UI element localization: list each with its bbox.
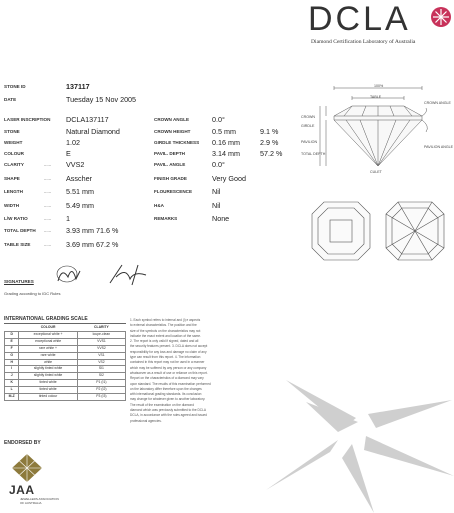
left-field-dots: ...... — [44, 176, 51, 181]
right-field-percent: 9.1 % — [260, 127, 279, 136]
grade-letter: I — [5, 366, 19, 373]
left-field-value: E — [66, 149, 71, 158]
asscher-top-views — [310, 200, 446, 262]
left-field-value: 5.49 mm — [66, 201, 94, 210]
left-field-dots: ...... — [44, 242, 51, 247]
right-field-value: Nil — [212, 201, 221, 210]
left-field-value: DCLA137117 — [66, 115, 109, 124]
endorsed-by-label: ENDORSED BY — [4, 440, 41, 446]
left-field-value: 1 — [66, 214, 70, 223]
left-field-dots: ...... — [44, 203, 51, 208]
date-value: Tuesday 15 Nov 2005 — [66, 95, 137, 104]
right-field-value: 0.0° — [212, 115, 225, 124]
left-field-label: TABLE SIZE — [4, 242, 31, 247]
left-field-label: CLARITY — [4, 162, 24, 167]
diagram-girdle-label: GIRDLE — [301, 124, 315, 128]
signatures-label: SIGNATURES — [4, 279, 34, 284]
terms-line: to external characteristics. The position and the — [130, 323, 197, 328]
grade-letter: L — [5, 387, 19, 394]
right-field-label: CROWN ANGLE — [154, 117, 190, 122]
grade-colour: slightly tinted white — [19, 373, 77, 380]
left-field-value: 5.51 mm — [66, 187, 94, 196]
left-field-value: 1.02 — [66, 138, 80, 147]
terms-line: DCLA, in accordance with the rules agreed and issued — [130, 413, 207, 418]
right-field-percent: 2.9 % — [260, 138, 279, 147]
grading-note: Grading according to IDC Rules — [4, 291, 61, 296]
right-field-value: Nil — [212, 187, 221, 196]
brand-logo: DCLA — [308, 0, 411, 38]
left-field-label: WEIGHT — [4, 140, 23, 145]
right-field-label: REMARKS — [154, 216, 178, 221]
diagram-crown-label: CROWN — [301, 115, 315, 119]
terms-line: Report on the characteristics of a diamond may vary — [130, 376, 204, 381]
grade-letter: J — [5, 373, 19, 380]
grade-colour: tinted white — [19, 387, 77, 394]
brand-tagline: Diamond Certification Laboratory of Australia — [311, 39, 416, 45]
grade-colour: slightly tinted white — [19, 366, 77, 373]
grade-letter: M-Z — [5, 394, 19, 401]
grade-clarity: VS2 — [77, 359, 125, 366]
left-field-dots: ...... — [44, 162, 51, 167]
grade-row — [5, 331, 126, 338]
right-field-label: FLOURESCENCE — [154, 189, 193, 194]
diagram-100pct-label: 100% — [374, 84, 384, 88]
terms-line: on the laboratory differ therefore upon the changes — [130, 386, 202, 391]
grade-letter: G — [5, 352, 19, 359]
grade-clarity: SI1 — [77, 366, 125, 373]
diagram-table-label: TABLE — [370, 95, 382, 99]
grade-col-colour: COLOUR — [40, 325, 56, 329]
grade-clarity: VVS1 — [77, 338, 125, 345]
grade-letter: H — [5, 359, 19, 366]
left-field-label: SHAPE — [4, 176, 20, 181]
right-field-value: Very Good — [212, 174, 246, 183]
right-field-label: H&A — [154, 203, 164, 208]
terms-line: diamond which was previously submitted to the DCLA — [130, 408, 207, 413]
terms-line: whatsoever as a result of use or reliance on this report. — [130, 370, 208, 375]
terms-line: upon standard. The results of this examination performed — [130, 381, 211, 386]
grade-row — [5, 366, 126, 373]
right-field-value: 3.14 mm — [212, 149, 240, 158]
terms-line: responsibility for any loss and damage no claim of any — [130, 349, 207, 354]
grade-colour: rare white + — [19, 345, 77, 352]
terms-line: professional agencies. — [130, 418, 162, 423]
grade-letter: F — [5, 345, 19, 352]
grade-colour: rare white — [19, 352, 77, 359]
jaa-diamond-icon — [12, 454, 42, 482]
grade-row — [5, 345, 126, 352]
grade-colour: tinted white — [19, 380, 77, 387]
terms-line: which may be suffered by any person or any company — [130, 365, 207, 370]
right-field-label: CROWN HEIGHT — [154, 129, 191, 134]
grading-scale-title: INTERNATIONAL GRADING SCALE — [4, 316, 126, 324]
grade-colour: exceptional white + — [19, 331, 77, 338]
terms-line: the security features present. 3. DCLA does not accept — [130, 344, 208, 349]
jaa-logo-text: JAA — [9, 483, 35, 497]
left-field-label: LENGTH — [4, 189, 23, 194]
diagram-pavilion-label: PAVILION — [301, 140, 318, 144]
grade-row — [5, 373, 126, 380]
terms-line: may change for whatever given to another laboratory. — [130, 397, 206, 402]
grade-clarity: VVS2 — [77, 345, 125, 352]
left-field-label: WIDTH — [4, 203, 20, 208]
grade-colour: tinted colour — [19, 394, 77, 401]
left-field-value: Asscher — [66, 174, 92, 183]
grade-clarity: loupe-clean — [77, 331, 125, 338]
grade-row — [5, 338, 126, 345]
right-field-percent: 57.2 % — [260, 149, 283, 158]
terms-line: The result of the examination on the diamond — [130, 402, 194, 407]
left-field-label: LASER INSCRIPTION — [4, 117, 51, 122]
right-field-label: PAVIL. ANGLE — [154, 162, 186, 167]
grade-row — [5, 380, 126, 387]
terms-line: with international grading standards. Its conclusion — [130, 392, 202, 397]
left-field-value: 3.93 mm 71.6 % — [66, 226, 119, 235]
grade-col-clarity: CLARITY — [94, 325, 109, 329]
left-field-label: L/W RATIO — [4, 216, 28, 221]
grade-row — [5, 359, 126, 366]
right-field-label: FINISH GRADE — [154, 176, 187, 181]
watermark-star — [226, 370, 454, 513]
grade-colour: exceptional white — [19, 338, 77, 345]
right-field-value: 0.0° — [212, 160, 225, 169]
left-field-value: Natural Diamond — [66, 127, 120, 136]
grade-letter: K — [5, 380, 19, 387]
terms-text — [130, 318, 238, 424]
diagram-culet-label: CULET — [370, 170, 382, 174]
date-label: DATE — [4, 97, 17, 102]
right-field-value: None — [212, 214, 230, 223]
grade-row — [5, 387, 126, 394]
grade-clarity: VS1 — [77, 352, 125, 359]
left-field-label: TOTAL DEPTH — [4, 228, 36, 233]
grade-clarity: P3 (I3) — [77, 394, 125, 401]
grade-clarity: SI2 — [77, 373, 125, 380]
grade-clarity: P1 (I1) — [77, 380, 125, 387]
right-field-label: GIRDLE THICKNESS — [154, 140, 200, 145]
grade-letter: D — [5, 331, 19, 338]
left-field-label: STONE — [4, 129, 20, 134]
left-field-dots: ...... — [44, 228, 51, 233]
terms-line: 1. Each symbol refers to internal and (i) e aspects — [130, 318, 201, 322]
grade-colour: white — [19, 359, 77, 366]
grade-row — [5, 394, 126, 401]
stone-id-label: STONE ID — [4, 84, 26, 89]
left-field-dots: ...... — [44, 216, 51, 221]
terms-line: 2. The report is only valid if signed, dated and all — [130, 339, 199, 344]
brand-star-icon — [430, 6, 452, 28]
left-field-label: COLOUR — [4, 151, 24, 156]
grade-clarity: P2 (I2) — [77, 387, 125, 394]
left-field-value: 3.69 mm 67.2 % — [66, 240, 119, 249]
diagram-total-depth-label: TOTAL DEPTH — [301, 152, 326, 156]
right-field-label: PAVIL. DEPTH — [154, 151, 185, 156]
terms-line: type can result from this report. 4. The information — [130, 355, 201, 360]
grade-letter: E — [5, 338, 19, 345]
terms-line: size of the symbols on the characteristics may not — [130, 328, 201, 333]
stone-id-value: 137117 — [66, 82, 90, 91]
left-field-value: VVS2 — [66, 160, 85, 169]
grade-row — [5, 352, 126, 359]
signature-marks — [56, 261, 160, 287]
diagram-pavilion-angle-label: PAVILION ANGLE — [424, 145, 454, 149]
right-field-value: 0.5 mm — [212, 127, 236, 136]
terms-line: indicate the exact extent and location of the same. — [130, 333, 201, 338]
grading-table — [4, 325, 126, 401]
right-field-value: 0.16 mm — [212, 138, 240, 147]
jaa-full-name: JEWELLERS ASSOCIATION OF AUSTRALIA — [20, 497, 59, 505]
left-field-dots: ...... — [44, 189, 51, 194]
terms-line: contained in this report may not be used in a manner — [130, 360, 205, 365]
grading-scale — [4, 316, 126, 401]
diagram-crown-angle-label: CROWN ANGLE — [424, 101, 451, 105]
